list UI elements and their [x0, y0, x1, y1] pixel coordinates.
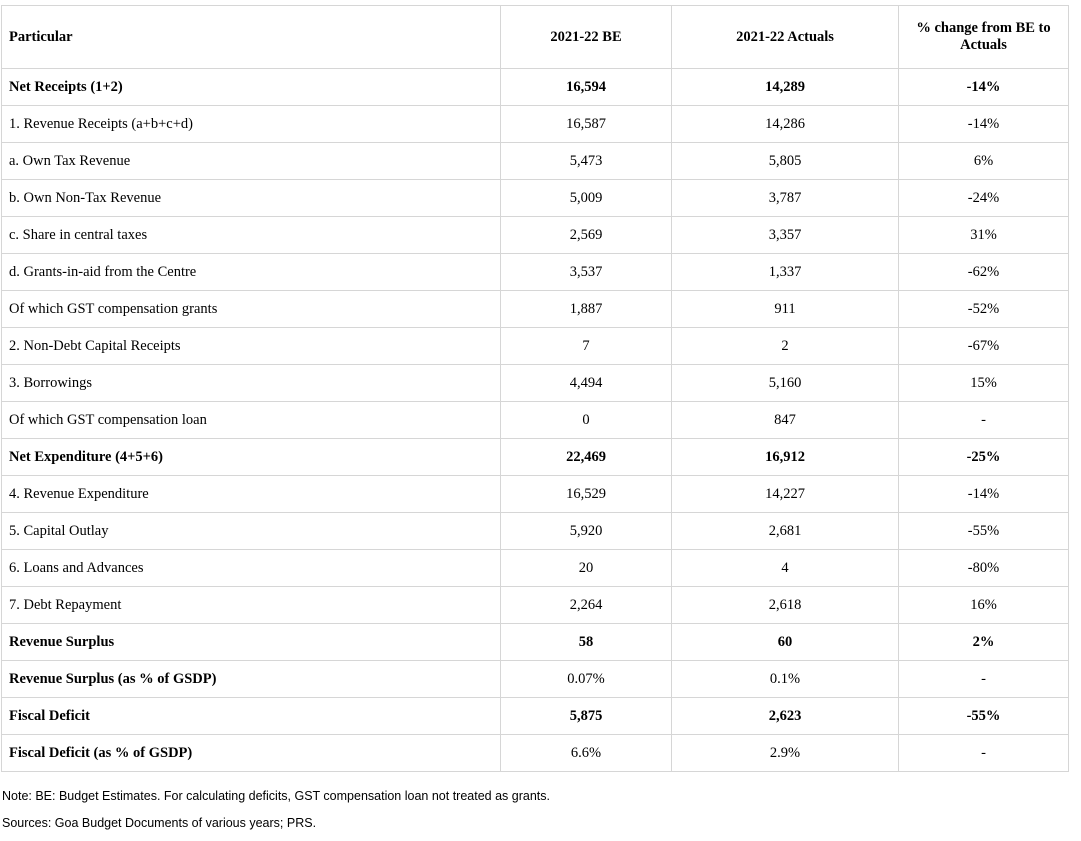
- header-actuals: 2021-22 Actuals: [672, 6, 899, 69]
- row-actuals-value: 5,160: [672, 365, 899, 402]
- row-percent-change: -80%: [899, 550, 1069, 587]
- row-label: b. Own Non-Tax Revenue: [2, 180, 501, 217]
- row-be-value: 0.07%: [501, 661, 672, 698]
- row-actuals-value: 2: [672, 328, 899, 365]
- row-label: Of which GST compensation grants: [2, 291, 501, 328]
- row-be-value: 1,887: [501, 291, 672, 328]
- row-actuals-value: 1,337: [672, 254, 899, 291]
- row-actuals-value: 847: [672, 402, 899, 439]
- header-percent-change: % change from BE to Actuals: [899, 6, 1069, 69]
- note-text: Note: BE: Budget Estimates. For calculating deficits, GST compensation loan not treated as grants.: [2, 789, 550, 803]
- sources-text: Sources: Goa Budget Documents of various years; PRS.: [2, 816, 317, 830]
- row-be-value: 20: [501, 550, 672, 587]
- row-be-value: 5,473: [501, 143, 672, 180]
- table-row: [2, 217, 1069, 254]
- table-row: [2, 476, 1069, 513]
- row-percent-change: -: [899, 402, 1069, 439]
- row-percent-change: -14%: [899, 106, 1069, 143]
- row-be-value: 2,264: [501, 587, 672, 624]
- row-percent-change: 2%: [899, 624, 1069, 661]
- row-be-value: 0: [501, 402, 672, 439]
- row-label: 5. Capital Outlay: [2, 513, 501, 550]
- row-label: d. Grants-in-aid from the Centre: [2, 254, 501, 291]
- row-actuals-value: 2,623: [672, 698, 899, 735]
- header-be: 2021-22 BE: [501, 6, 672, 69]
- row-label: Net Receipts (1+2): [2, 69, 501, 106]
- row-be-value: 4,494: [501, 365, 672, 402]
- table-row: [2, 550, 1069, 587]
- row-actuals-value: 3,357: [672, 217, 899, 254]
- table-row: [2, 402, 1069, 439]
- table-row: [2, 180, 1069, 217]
- row-percent-change: -55%: [899, 698, 1069, 735]
- table-row: [2, 587, 1069, 624]
- row-be-value: 5,009: [501, 180, 672, 217]
- row-label: 6. Loans and Advances: [2, 550, 501, 587]
- row-label: 7. Debt Repayment: [2, 587, 501, 624]
- table-row: [2, 69, 1069, 106]
- row-actuals-value: 0.1%: [672, 661, 899, 698]
- row-percent-change: 16%: [899, 587, 1069, 624]
- table-row: [2, 735, 1069, 772]
- table-row: [2, 143, 1069, 180]
- row-label: 3. Borrowings: [2, 365, 501, 402]
- row-be-value: 16,587: [501, 106, 672, 143]
- table-row: [2, 661, 1069, 698]
- row-be-value: 7: [501, 328, 672, 365]
- row-label: 4. Revenue Expenditure: [2, 476, 501, 513]
- row-percent-change: -55%: [899, 513, 1069, 550]
- row-be-value: 3,537: [501, 254, 672, 291]
- row-percent-change: -62%: [899, 254, 1069, 291]
- row-actuals-value: 14,227: [672, 476, 899, 513]
- table-row: [2, 513, 1069, 550]
- table-row: [2, 291, 1069, 328]
- row-label: Revenue Surplus (as % of GSDP): [2, 661, 501, 698]
- row-label: Fiscal Deficit (as % of GSDP): [2, 735, 501, 772]
- row-label: Revenue Surplus: [2, 624, 501, 661]
- row-label: a. Own Tax Revenue: [2, 143, 501, 180]
- row-label: 2. Non-Debt Capital Receipts: [2, 328, 501, 365]
- row-percent-change: -14%: [899, 476, 1069, 513]
- row-actuals-value: 5,805: [672, 143, 899, 180]
- row-percent-change: 15%: [899, 365, 1069, 402]
- row-be-value: 16,529: [501, 476, 672, 513]
- row-percent-change: -67%: [899, 328, 1069, 365]
- row-label: c. Share in central taxes: [2, 217, 501, 254]
- row-percent-change: -: [899, 735, 1069, 772]
- row-percent-change: 31%: [899, 217, 1069, 254]
- row-actuals-value: 16,912: [672, 439, 899, 476]
- table-row: [2, 328, 1069, 365]
- row-be-value: 22,469: [501, 439, 672, 476]
- row-actuals-value: 14,289: [672, 69, 899, 106]
- row-percent-change: -25%: [899, 439, 1069, 476]
- row-actuals-value: 3,787: [672, 180, 899, 217]
- table-row: [2, 365, 1069, 402]
- row-actuals-value: 2,681: [672, 513, 899, 550]
- row-actuals-value: 60: [672, 624, 899, 661]
- table-row: [2, 106, 1069, 143]
- row-actuals-value: 4: [672, 550, 899, 587]
- row-be-value: 16,594: [501, 69, 672, 106]
- table-row: [2, 439, 1069, 476]
- row-percent-change: -24%: [899, 180, 1069, 217]
- row-actuals-value: 14,286: [672, 106, 899, 143]
- row-be-value: 2,569: [501, 217, 672, 254]
- row-label: 1. Revenue Receipts (a+b+c+d): [2, 106, 501, 143]
- row-percent-change: -14%: [899, 69, 1069, 106]
- table-body: [2, 69, 1069, 772]
- header-particular: Particular: [2, 6, 501, 69]
- table-row: [2, 698, 1069, 735]
- row-be-value: 58: [501, 624, 672, 661]
- header-row: [2, 6, 1069, 69]
- row-percent-change: 6%: [899, 143, 1069, 180]
- row-label: Net Expenditure (4+5+6): [2, 439, 501, 476]
- footnotes: [2, 787, 550, 841]
- table-row: [2, 254, 1069, 291]
- budget-table: [1, 5, 1069, 772]
- row-actuals-value: 2.9%: [672, 735, 899, 772]
- row-label: Fiscal Deficit: [2, 698, 501, 735]
- row-actuals-value: 2,618: [672, 587, 899, 624]
- row-percent-change: -: [899, 661, 1069, 698]
- row-actuals-value: 911: [672, 291, 899, 328]
- row-be-value: 5,875: [501, 698, 672, 735]
- row-label: Of which GST compensation loan: [2, 402, 501, 439]
- row-percent-change: -52%: [899, 291, 1069, 328]
- table-row: [2, 624, 1069, 661]
- row-be-value: 5,920: [501, 513, 672, 550]
- row-be-value: 6.6%: [501, 735, 672, 772]
